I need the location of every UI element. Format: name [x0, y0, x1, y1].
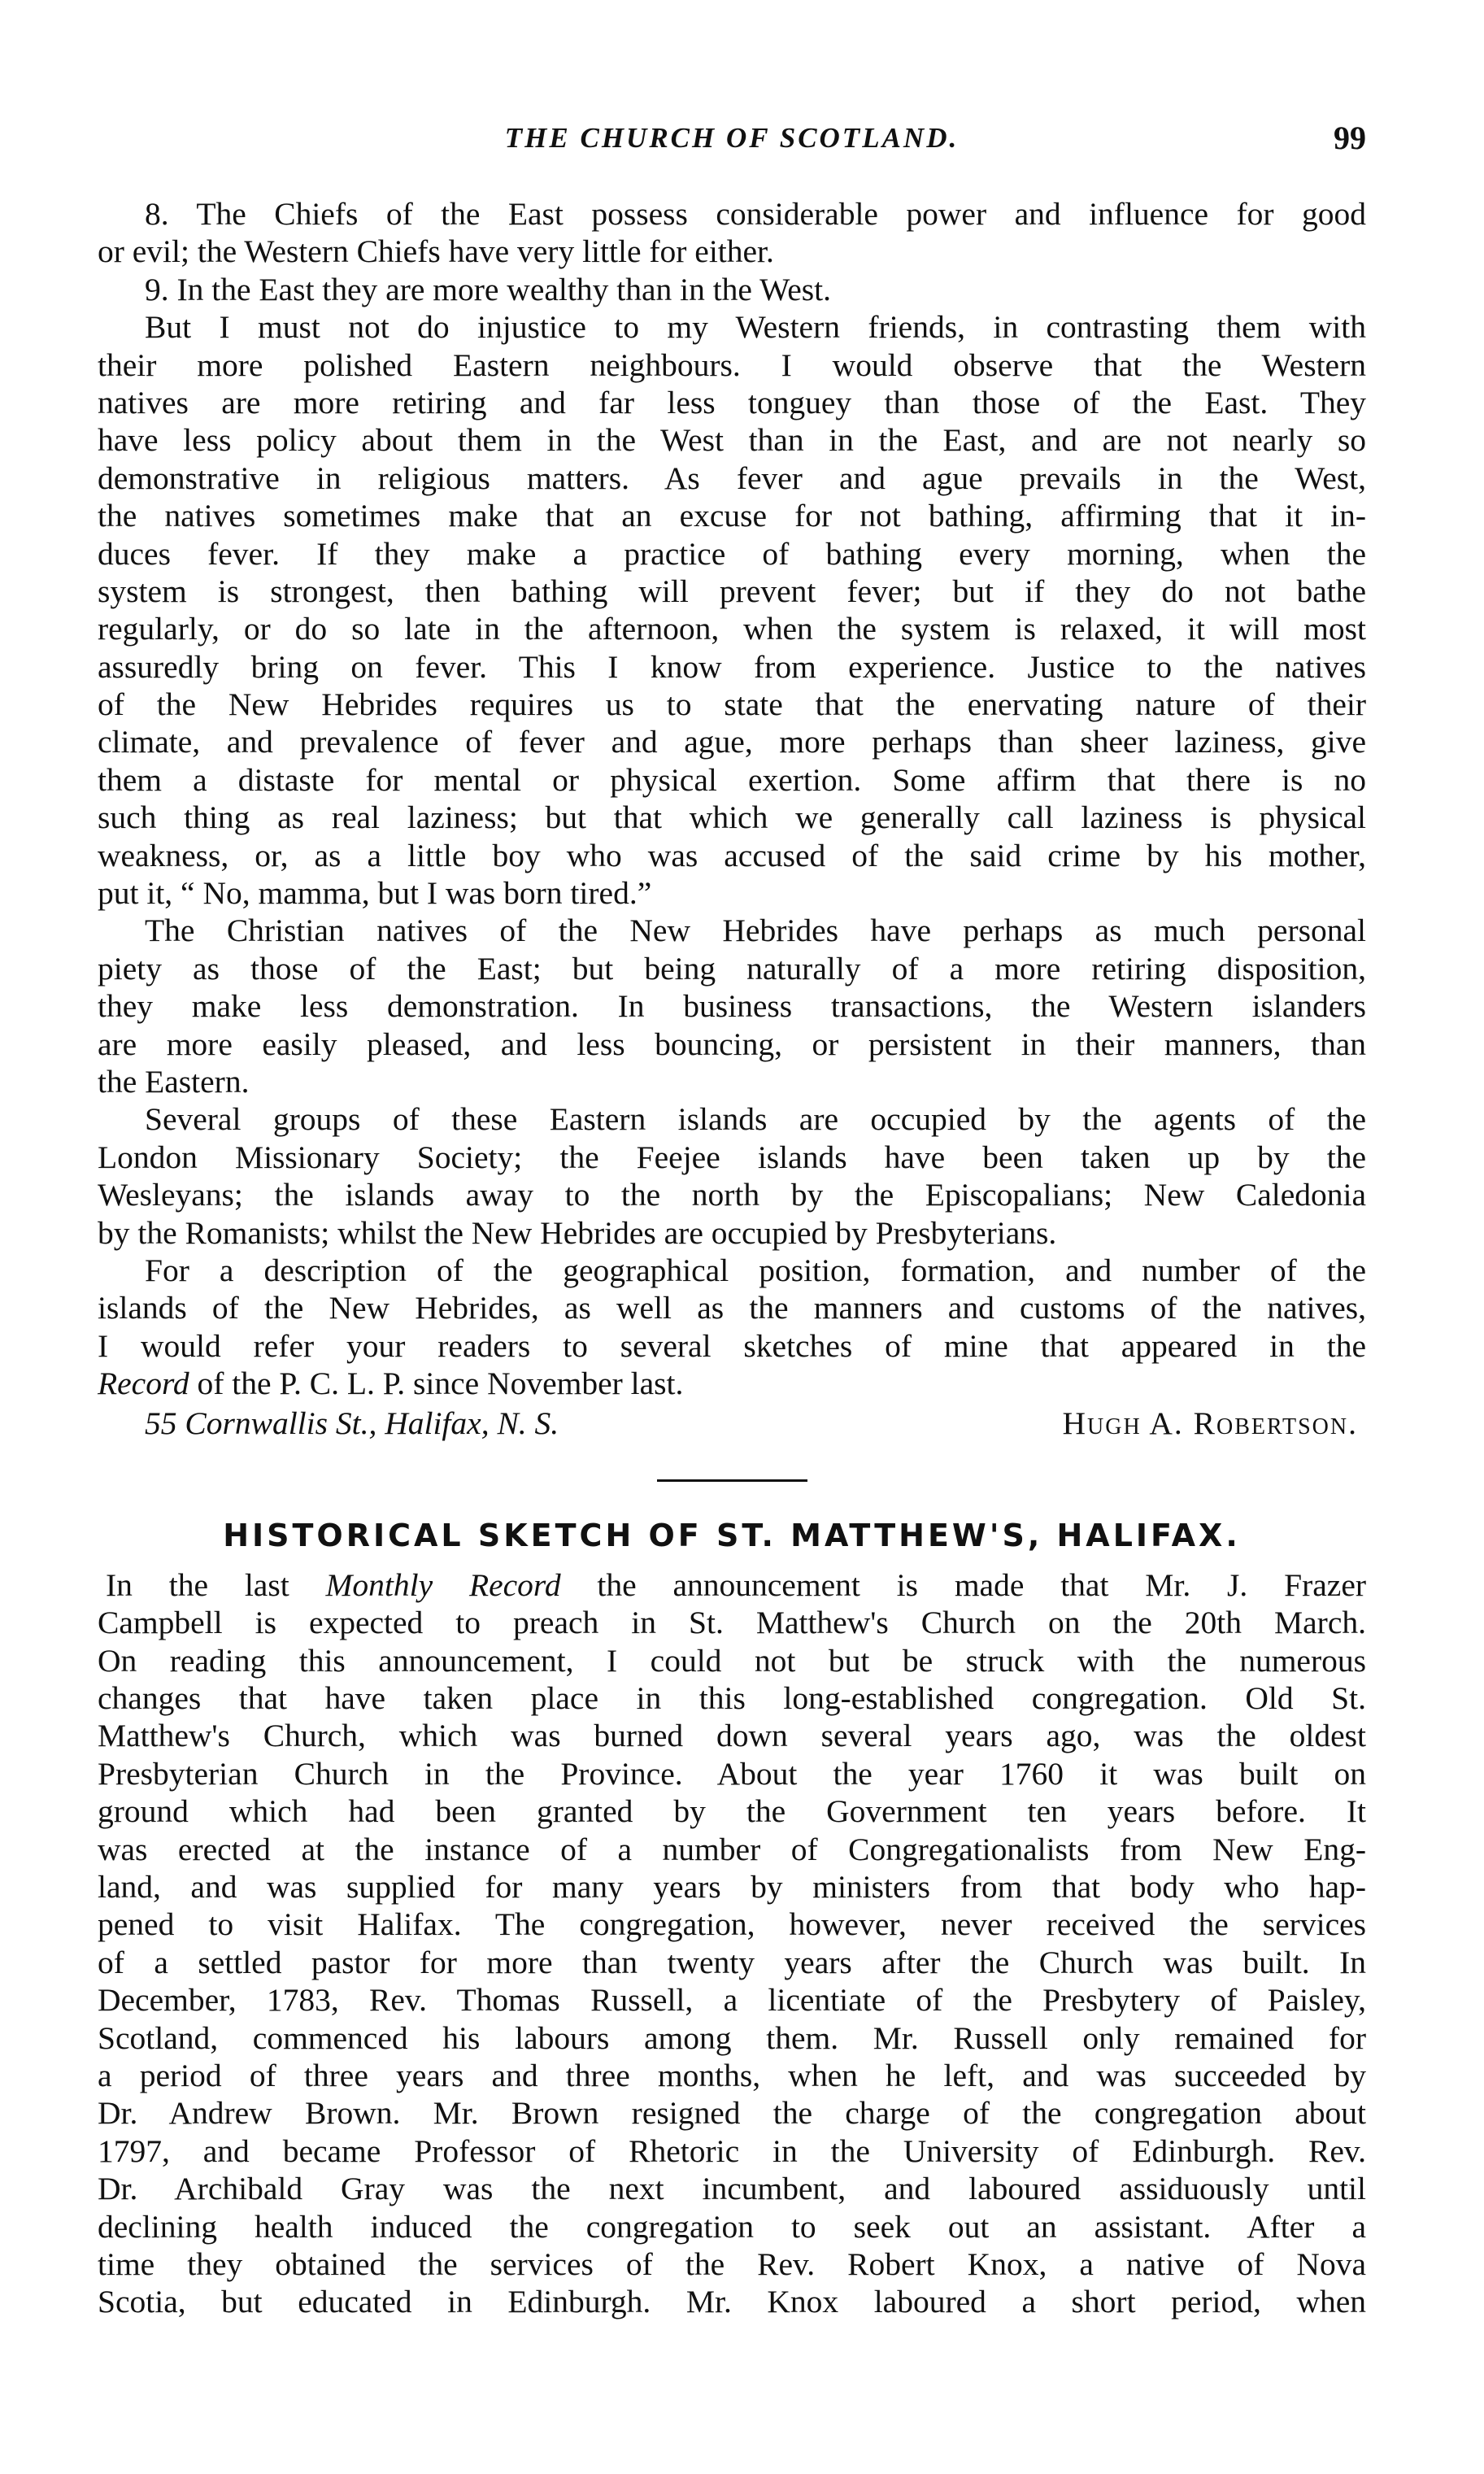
- body-line: 9. In the East they are more wealthy than in the West.: [145, 271, 831, 307]
- body-line: 1797, and became Professor of Rhetoric in the University of Edinburgh. Rev.: [98, 2132, 1366, 2169]
- body-line: of a settled pastor for more than twenty years after the Church was built. In: [98, 1944, 1366, 1980]
- body-line: put it, “ No, mamma, but I was born tired.”: [98, 875, 652, 912]
- historical-sketch-body: [98, 1604, 1366, 2320]
- body-line: assuredly bring on fever. This I know from experience. Justice to the natives: [98, 648, 1366, 685]
- page-number: 99: [1334, 120, 1366, 156]
- page-body: [98, 195, 1366, 2321]
- body-line: have less policy about them in the West than in the East, and are not nearly so: [98, 422, 1366, 459]
- signature-line: [98, 1405, 1366, 1442]
- body-line: declining health induced the congregation to seek out an assistant. After a: [98, 2208, 1366, 2245]
- body-line: Campbell is expected to preach in St. Matthew's Church on the 20th March.: [98, 1605, 1366, 1641]
- body-line: pened to visit Halifax. The congregation, however, never received the services: [98, 1906, 1366, 1943]
- body-line: them a distaste for mental or physical exertion. Some affirm that there is no: [98, 761, 1366, 798]
- body-line: Several groups of these Eastern islands are occupied by the agents of the: [145, 1101, 1366, 1138]
- body-line: On reading this announcement, I could not but be struck with the numerous: [98, 1642, 1366, 1679]
- article-continuation: [98, 195, 1366, 1365]
- body-line: are more easily pleased, and less bouncing, or persistent in their manners, than: [98, 1026, 1366, 1062]
- body-line: regularly, or do so late in the afternoon, when the system is relaxed, it will most: [98, 611, 1366, 647]
- body-line: a period of three years and three months, when he left, and was succeeded by: [98, 2057, 1366, 2093]
- body-line: Scotia, but educated in Edinburgh. Mr. Knox laboured a short period, when: [98, 2284, 1366, 2320]
- body-line: system is strongest, then bathing will prevent fever; but if they do not bathe: [98, 573, 1366, 609]
- body-line: Scotland, commenced his labours among them. Mr. Russell only remained for: [98, 2019, 1366, 2056]
- signature-name: Hugh A. Robertson.: [1062, 1405, 1358, 1441]
- italic-title: Monthly Record: [325, 1566, 561, 1603]
- body-line: ground which had been granted by the Government ten years before. It: [98, 1793, 1366, 1830]
- body-line: of the New Hebrides requires us to state that the enervating nature of their: [98, 686, 1366, 723]
- signature-address: 55 Cornwallis St., Halifax, N. S.: [145, 1405, 559, 1441]
- body-line: London Missionary Society; the Feejee islands have been taken up by the: [98, 1139, 1366, 1175]
- running-title: THE CHURCH OF SCOTLAND.: [504, 122, 960, 154]
- section-heading: HISTORICAL SKETCH OF ST. MATTHEW'S, HALIFAX.: [223, 1517, 1241, 1553]
- body-line: the Eastern.: [98, 1063, 250, 1100]
- body-line: But I must not do injustice to my Western friends, in contrasting them with: [145, 309, 1366, 346]
- body-line: Record of the P. C. L. P. since November last.: [98, 1365, 684, 1402]
- body-line: changes that have taken place in this long-established congregation. Old St.: [98, 1680, 1366, 1717]
- body-line: Presbyterian Church in the Province. About the year 1760 it was built on: [98, 1755, 1366, 1792]
- body-line: Dr. Andrew Brown. Mr. Brown resigned the charge of the congregation about: [98, 2095, 1366, 2132]
- section-divider: [657, 1479, 807, 1482]
- body-line: or evil; the Western Chiefs have very little for either.: [98, 233, 774, 270]
- body-line: Matthew's Church, which was burned down several years ago, was the oldest: [98, 1718, 1366, 1754]
- body-line: Wesleyans; the islands away to the north by the Episcopalians; New Caledonia: [98, 1177, 1366, 1213]
- body-line: time they obtained the services of the Rev. Robert Knox, a native of Nova: [98, 2245, 1366, 2282]
- body-line: natives are more retiring and far less tonguey than those of the East. They: [98, 384, 1366, 420]
- body-line: The Christian natives of the New Hebrides have perhaps as much personal: [145, 913, 1366, 949]
- body-line: climate, and prevalence of fever and ague, more perhaps than sheer laziness, give: [98, 724, 1366, 760]
- running-head: [98, 122, 1366, 171]
- body-line: their more polished Eastern neighbours. I would observe that the Western: [98, 346, 1366, 383]
- body-line: I would refer your readers to several sketches of mine that appeared in the: [98, 1327, 1366, 1364]
- body-line: For a description of the geographical position, formation, and number of the: [145, 1252, 1366, 1288]
- body-line: land, and was supplied for many years by ministers from that body who hap-: [98, 1869, 1366, 1906]
- body-line: Dr. Archibald Gray was the next incumbent, and laboured assiduously until: [98, 2171, 1366, 2207]
- body-line: December, 1783, Rev. Thomas Russell, a licentiate of the Presbytery of Paisley,: [98, 1982, 1366, 2019]
- body-line: such thing as real laziness; but that which we generally call laziness is physical: [98, 799, 1366, 836]
- body-line: 8. The Chiefs of the East possess considerable power and influence for good: [145, 196, 1366, 232]
- body-line: In the last Monthly Record the announcement is made that Mr. J. Frazer: [106, 1566, 1367, 1603]
- body-line: duces fever. If they make a practice of bathing every morning, when the: [98, 535, 1366, 572]
- body-line: weakness, or, as a little boy who was accused of the said crime by his mother,: [98, 837, 1366, 873]
- body-line: by the Romanists; whilst the New Hebrides are occupied by Presbyterians.: [98, 1214, 1057, 1251]
- body-line: was erected at the instance of a number of Congregationalists from New Eng-: [98, 1831, 1366, 1867]
- body-line: the natives sometimes make that an excuse for not bathing, affirming that it in-: [98, 498, 1366, 534]
- body-line: piety as those of the East; but being naturally of a more retiring disposition,: [98, 950, 1366, 987]
- body-line: they make less demonstration. In business transactions, the Western islanders: [98, 988, 1366, 1025]
- italic-word: Record: [98, 1365, 189, 1402]
- body-line: demonstrative in religious matters. As fever and ague prevails in the West,: [98, 460, 1366, 496]
- body-line: islands of the New Hebrides, as well as the manners and customs of the natives,: [98, 1290, 1366, 1326]
